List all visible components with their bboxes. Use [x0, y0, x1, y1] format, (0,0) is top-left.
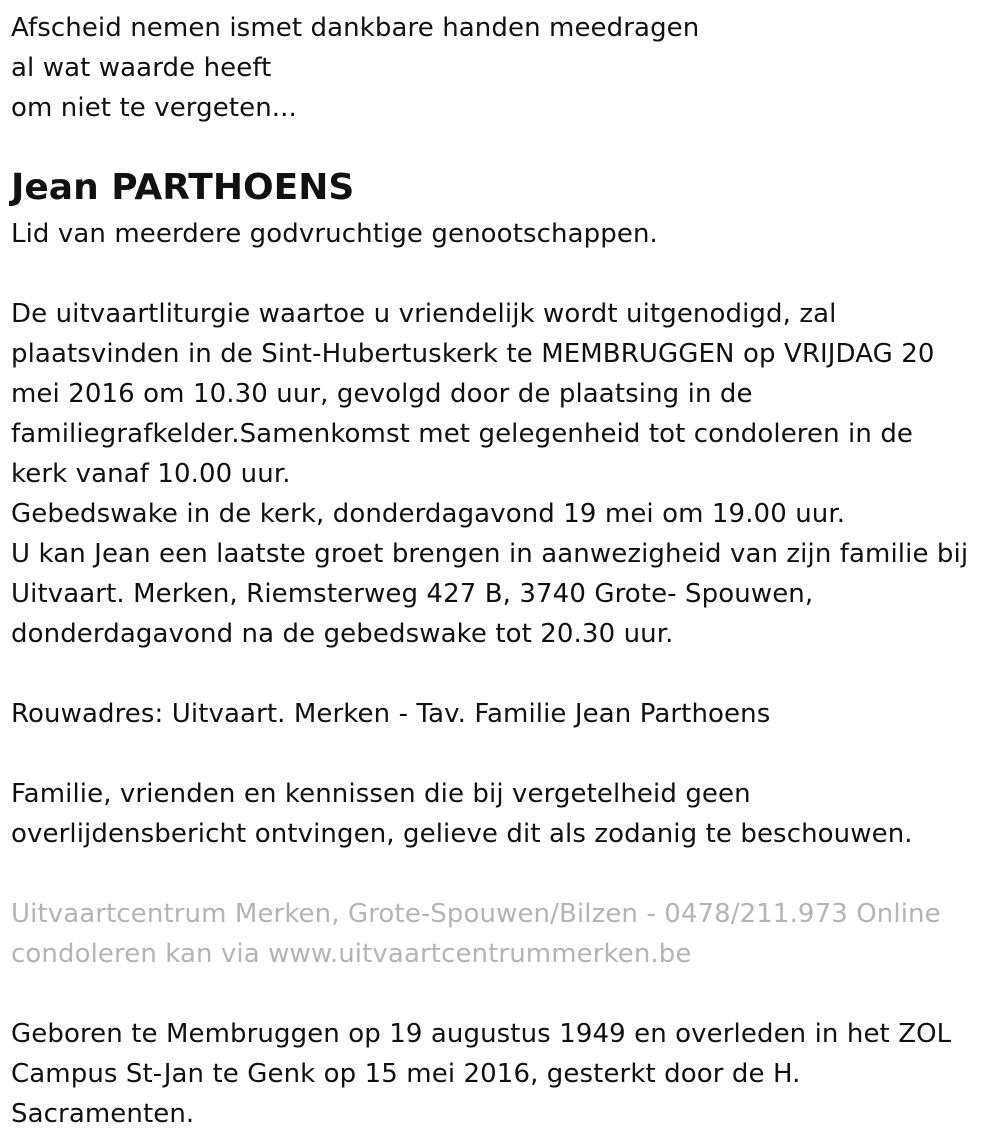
notice-line: overlijdensbericht ontvingen, gelieve dit als zodanig te beschouwen. — [11, 819, 913, 849]
spacer — [11, 974, 991, 1014]
viewing-line: donderdagavond na de gebedswake tot 20.30 uur. — [11, 619, 674, 649]
funeral-details — [11, 294, 991, 654]
funeral-line: kerk vanaf 10.00 uur. — [11, 459, 291, 489]
notice — [11, 774, 991, 854]
deceased-description: Lid van meerdere godvruchtige genootschappen. — [11, 219, 658, 249]
funeral-line: De uitvaartliturgie waartoe u vriendelijk wordt uitgenodigd, zal — [11, 299, 837, 329]
spacer — [11, 654, 991, 694]
viewing-line: U kan Jean een laatste groet brengen in aanwezigheid van zijn familie bij — [11, 539, 969, 569]
poem-line: om niet te vergeten... — [11, 93, 297, 123]
birth-line: Sacramenten. — [11, 1099, 195, 1129]
spacer — [11, 854, 991, 894]
undertaker-line: condoleren kan via www.uitvaartcentrummerken.be — [11, 939, 692, 969]
spacer — [11, 734, 991, 774]
birth-death-info — [11, 1014, 991, 1134]
poem-line: Afscheid nemen ismet dankbare handen meedragen — [11, 13, 700, 43]
viewing-line: Uitvaart. Merken, Riemsterweg 427 B, 3740 Grote- Spouwen, — [11, 579, 814, 609]
birth-line: Campus St-Jan te Genk op 15 mei 2016, gesterkt door de H. — [11, 1059, 801, 1089]
funeral-line: familiegrafkelder.Samenkomst met gelegenheid tot condoleren in de — [11, 419, 914, 449]
mourning-address: Rouwadres: Uitvaart. Merken - Tav. Familie Jean Parthoens — [11, 699, 771, 729]
vigil-line: Gebedswake in de kerk, donderdagavond 19 mei om 19.00 uur. — [11, 499, 846, 529]
funeral-line: plaatsvinden in de Sint-Hubertuskerk te MEMBRUGGEN op VRIJDAG 20 — [11, 339, 935, 369]
poem — [11, 8, 991, 128]
undertaker-line: Uitvaartcentrum Merken, Grote-Spouwen/Bilzen - 0478/211.973 Online — [11, 899, 941, 929]
deceased-name: Jean PARTHOENS — [11, 167, 355, 208]
poem-line: al wat waarde heeft — [11, 53, 272, 83]
notice-line: Familie, vrienden en kennissen die bij vergetelheid geen — [11, 779, 751, 809]
birth-line: Geboren te Membruggen op 19 augustus 1949 en overleden in het ZOL — [11, 1019, 952, 1049]
undertaker-info — [11, 894, 991, 974]
funeral-line: mei 2016 om 10.30 uur, gevolgd door de plaatsing in de — [11, 379, 753, 409]
spacer — [11, 254, 991, 294]
